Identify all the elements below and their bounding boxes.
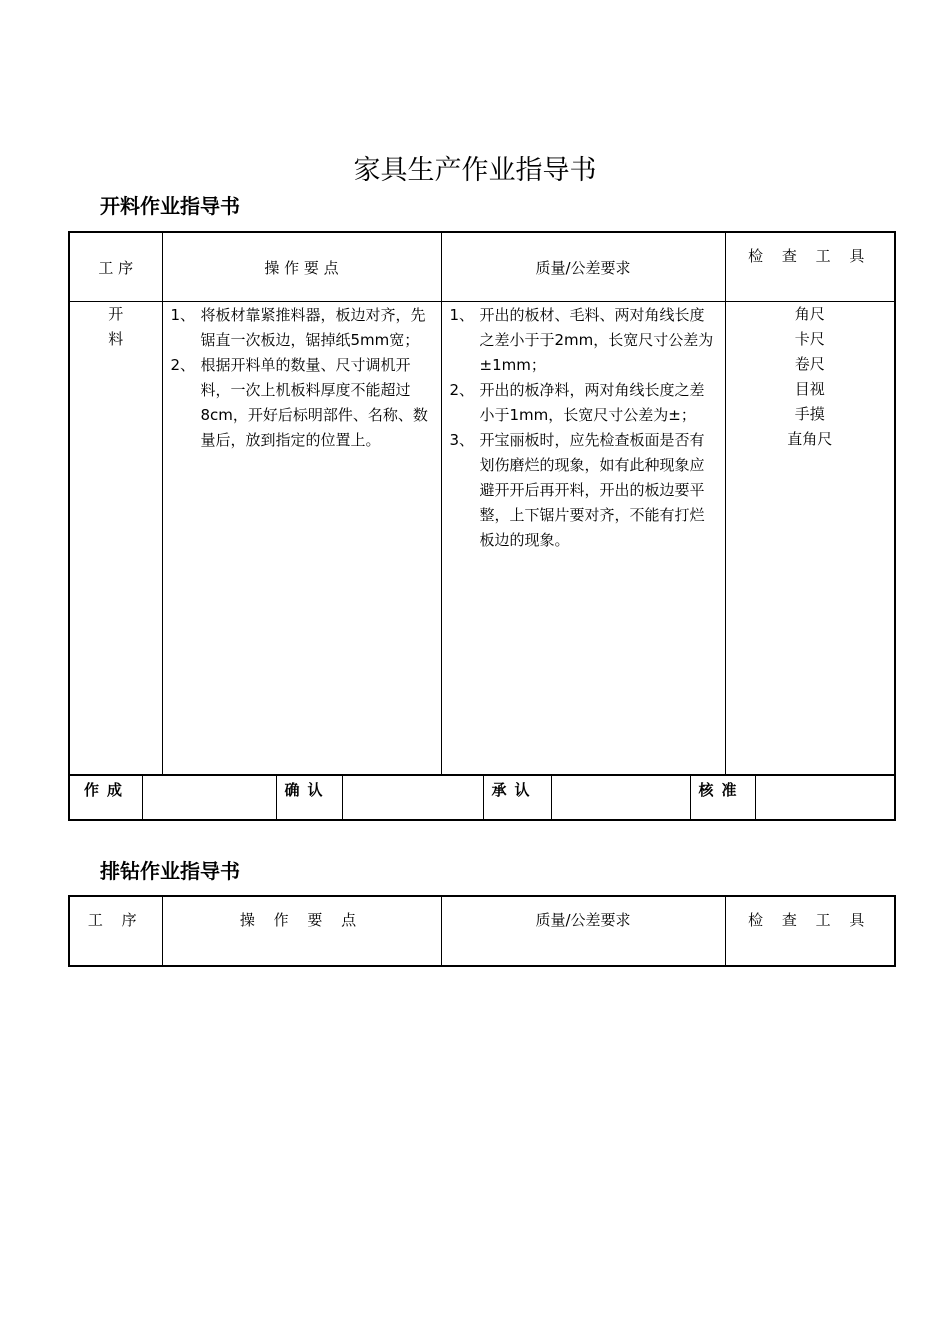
tool-item: 卡尺 — [794, 330, 825, 348]
signoff-approve-field[interactable] — [551, 776, 690, 819]
quality-list — [442, 302, 725, 553]
item-text: 开宝丽板时，应先检查板面是否有划伤磨烂的现象，如有此种现象应避开开后再开料，开出的板边要平整，上下锯片要对齐，不能有打烂板边的现象。 — [479, 431, 705, 549]
list-item — [171, 353, 433, 453]
header-quality: 质量/公差要求 — [441, 896, 725, 966]
signoff-confirm-field[interactable] — [342, 776, 483, 819]
item-number: 1、 — [449, 306, 475, 324]
item-number: 2、 — [170, 356, 196, 374]
header-row — [69, 232, 895, 302]
header-operation: 操 作 要 点 — [162, 232, 441, 302]
list-item — [450, 428, 717, 553]
signoff-row — [70, 776, 896, 819]
signoff-approve-label: 承认 — [483, 776, 551, 819]
section-title-drilling: 排钻作业指导书 — [100, 859, 240, 883]
operation-list — [163, 302, 441, 453]
list-item — [450, 378, 717, 428]
process-name-cell — [69, 302, 162, 776]
item-number: 1、 — [170, 306, 196, 324]
header-tools: 检 查 工 具 — [725, 232, 895, 302]
header-quality: 质量/公差要求 — [441, 232, 725, 302]
header-row — [69, 896, 895, 966]
list-item — [171, 303, 433, 353]
document-title: 家具生产作业指导书 — [353, 155, 597, 186]
header-process: 工 序 — [69, 232, 162, 302]
item-text: 将板材靠紧推料器，板边对齐，先锯直一次板边，锯掉纸5mm宽； — [200, 306, 426, 349]
tool-item: 角尺 — [794, 305, 825, 323]
item-number: 3、 — [449, 431, 475, 449]
header-tools: 检 查 工 具 — [725, 896, 895, 966]
quality-cell — [441, 302, 725, 776]
drilling-instruction-table — [68, 895, 896, 967]
tool-item: 卷尺 — [794, 355, 825, 373]
item-text: 开出的板材、毛料、两对角线长度之差小于于2mm，长宽尺寸公差为±1mm； — [479, 306, 714, 374]
process-name-char: 开 — [108, 305, 124, 323]
signoff-verify-label: 核准 — [690, 776, 755, 819]
header-process: 工 序 — [69, 896, 162, 966]
tool-item: 手摸 — [794, 405, 825, 423]
signoff-row-wrapper — [69, 775, 895, 820]
signoff-confirm-label: 确认 — [276, 776, 342, 819]
list-item — [450, 303, 717, 378]
header-operation: 操 作 要 点 — [162, 896, 441, 966]
signoff-verify-field[interactable] — [755, 776, 896, 819]
signoff-made-field[interactable] — [142, 776, 276, 819]
tool-item: 直角尺 — [787, 430, 833, 448]
item-text: 开出的板净料，两对角线长度之差小于1mm，长宽尺寸公差为±； — [479, 381, 705, 424]
signoff-table — [70, 776, 896, 819]
operation-cell — [162, 302, 441, 776]
item-number: 2、 — [449, 381, 475, 399]
signoff-made-label: 作成 — [70, 776, 142, 819]
process-name-char: 料 — [108, 330, 124, 348]
section-title-cutting: 开料作业指导书 — [100, 194, 240, 218]
cutting-instruction-table — [68, 231, 896, 821]
content-row — [69, 302, 895, 776]
item-text: 根据开料单的数量、尺寸调机开料，一次上机板料厚度不能超过8cm，开好后标明部件、名称、数量后，放到指定的位置上。 — [200, 356, 428, 449]
tools-cell — [725, 302, 895, 776]
tool-item: 目视 — [794, 380, 825, 398]
